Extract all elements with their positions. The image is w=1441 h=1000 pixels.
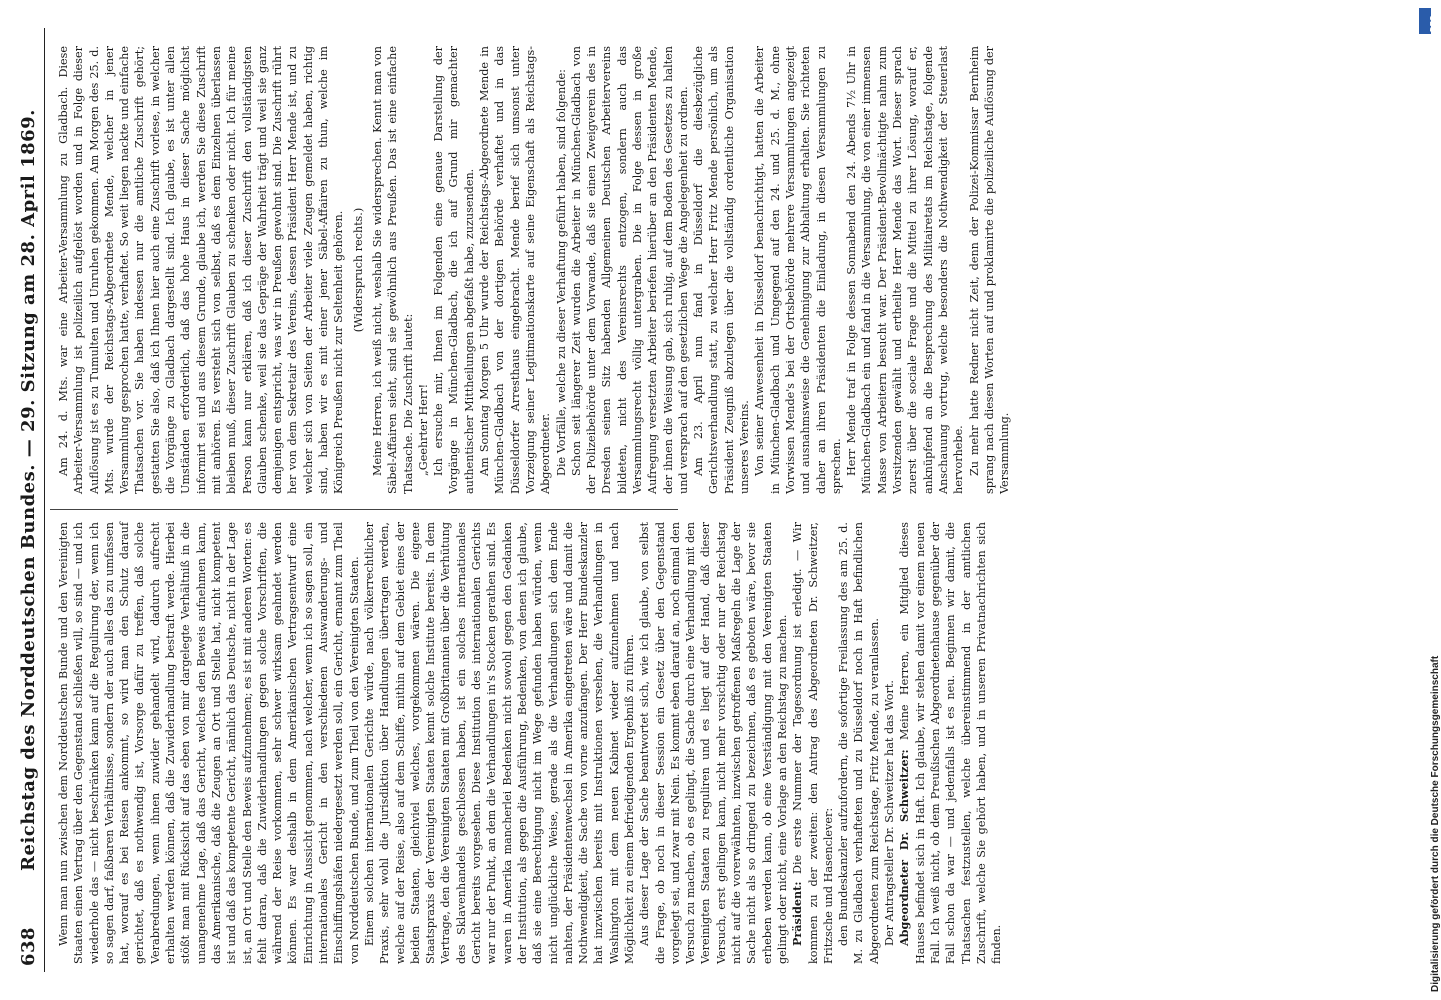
- speech-text: Meine Herren, ein Mitglied dieses Hauses befindet sich in Haft. Ich glaube, wir stehen damit vor einem neuen Fall. Ich weiß nicht, ob dem Preußischen Abgeordnetenhause gegenüber der Fall schon da war — und jedenfalls ist es neu. Beginnen wir damit, die Thatsachen festzustellen, welche übereinstimmend in der amtlichen Zuschrift, welche Sie gehört haben, und in unseren Privatnachrichten sich finden.: [898, 521, 1004, 964]
- digitization-credit-strip: [1418, 0, 1441, 1000]
- salutation: „Geehrter Herr!: [416, 383, 430, 476]
- paragraph: Herr Mende traf in Folge dessen Sonnabend den 24. Abends 7½ Uhr in München-Gladbach ein und fand in die Versammlung, die von einer immensen Masse von Arbeitern besucht war. Der Präsident-Bevollmächtigte nahm zum Vorsitzenden gewählt und ertheilte Herr Mende das Wort. Dieser sprach zuerst über die sociale Frage und die Mittel zu ihrer Lösung, worauf er, anknüpfend an die Besprechung des Militairetats im Reichstage, folgende Anschauung vortrug, welche besonders die Nothwendigkeit der Steuerlast hervorhebe.: [845, 46, 966, 494]
- paragraph: Ich ersuche mir, Ihnen im Folgenden eine genaue Darstellung der Vorgänge in München-Gladbach, die ich auf Grund mir gemachter authentischer Mittheilungen abgefaßt habe, zuzusenden.: [432, 46, 476, 494]
- paragraph: Am 24. d. Mts. war eine Arbeiter-Versammlung zu Gladbach. Diese Arbeiter-Versammlung ist polizeilich aufgelöst worden und in Folge dieser Auflösung ist es zu Tumulten und Unruhen gekommen. Am Morgen des 25. d. Mts. wurde der Reichstags-Abgeordnete Mende, welcher in jener Versammlung gesprochen hatte, verhaftet. So weit liegen nackte und einfache Thatsachen vor. Sie haben indessen nur die amtliche Zuschrift gehört; gestatten Sie also, daß ich Ihnen hier auch eine Zuschrift vorlese, in welcher die Vorgänge zu Gladbach dargestellt sind. Ich glaube, es ist unter allen Umständen erforderlich, daß das hohe Haus in dieser Sache möglichst informirt sei und aus diesem Grunde, glaube ich, werden Sie diese Zuschrift mit anhören. Es versteht sich von selbst, daß es dem Einzelnen überlassen bleiben muß, dieser Zuschrift Glauben zu schenken oder nicht. Ich für meine Person kann nur erklären, daß ich dieser Zuschrift den vollständigsten Glauben schenke, weil sie das Gepräge der Wahrheit trägt und weil sie ganz demjenigen entspricht, was wir in Preußen gewohnt sind. Die Zuschrift rührt her von dem Sekretair des Vereins, dessen Präsident Herr Mende ist, und zu welcher sich von Seiten der Arbeiter viele Zeugen gemeldet haben, richtig sind, haben wir es mit einer jener Säbel-Affairen zu thun, welche im Königreich Preußen nicht zur Seltenheit gehören.: [57, 46, 346, 494]
- speaker-label: Abgeordneter Dr. Schweitzer:: [897, 749, 912, 946]
- dfg-logo: DFG: [1419, 8, 1431, 34]
- paragraph: Schon seit längerer Zeit wurden die Arbeiter in München-Gladbach von der Polizeibehörde unter dem Vorwande, daß sie einen Zweigverein des in Dresden seinen Sitz habenden Allgemeinen Deutschen Arbeitervereins bildeten, nicht des Vereinsrechts entzogen, sondern auch das Versammlungsrecht völlig untergraben. Die in Folge dessen in große Aufregung versetzten Arbeiter beriefen hierüber an den Präsidenten Mende, der ihnen die Weisung gab, sich ruhig, auf dem Boden des Gesetzes zu halten und versprach auf den gesetzlichen Wege die Angelegenheit zu ordnen.: [569, 46, 690, 494]
- paragraph: Einem solchen internationalen Gerichte würde, nach völkerrechtlicher Praxis, sehr wohl die Jurisdiktion über Handlungen übertragen werden, welche auf der Reise, also auf dem Schiffe, mithin auf dem Gebiet eines der beiden Staaten, gleichviel welches, vorgekommen wären. Die eigene Staatspraxis der Vereinigten Staaten kennt solche Institute bereits. In dem Vertrage, den die Vereinigten Staaten mit Großbritannien über die Verhütung des Sklavenhandels geschlossen haben, ist ein solches internationales Gericht bereits vorgesehen. Diese Institution des internationalen Gerichts war nur der Punkt, an dem die Verhandlungen in's Stocken gerathen sind. Es waren in Amerika mancherlei Bedenken nicht sowohl gegen den Gedanken der Institution, als gegen die Ausführung, Bedenken, von denen ich glaube, daß sie eine Berechtigung nicht im Wege gefunden haben würden, wenn nicht unglückliche Weise, gerade als die Verhandlungen sich dem Ende nahten, der Präsidentenwechsel in Amerika eingetreten wäre und damit die Nothwendigkeit, die Sache von vorne anzufangen. Der Herr Bundeskanzler hat inzwischen bereits mit Instruktionen versehen, die Verhandlungen in Washington mit dem neuen Kabinet wieder aufzunehmen und nach Möglichkeit zu einem befriedigenden Ergebniß zu führen.: [362, 522, 636, 964]
- column-divider: [50, 509, 678, 510]
- paragraph: Meine Herren, ich weiß nicht, weshalb Sie widersprechen. Kennt man von Säbel-Affairen sieht, sind sie gewöhnlich aus Preußen. Das ist eine einfache Thatsache. Die Zuschrift lautet:: [370, 46, 415, 494]
- paragraph: Der Antragsteller Dr. Schweitzer hat das Wort.: [883, 680, 897, 946]
- paragraph: Wenn man nun zwischen dem Norddeutschen Bunde und den Vereinigten Staaten einen Vertrag über den Gegenstand schließen will, so sind — und ich wiederhole das — nicht beschränken kann auf die Regulirung der, wenn ich so sagen darf, faßbaren Verhältnisse, sondern der auch alles das zu umfassen hat, worauf es bei Reisen ankommt, so wird man den Schutz darauf gerichtet, daß es nothwendig ist, Vorsorge dafür zu treffen, daß solche Verabredungen, wenn ihnen zuwider gehandelt wird, dadurch aufrecht erhalten werden können, daß die Zuwiderhandlung bestraft werde. Hierbei stößt man mit Rücksicht auf das eben von mir dargelegte Verhältniß in die unangenehme Lage, daß das Gericht, welches den Beweis aufnehmen kann, das Amerikanische, daß die Zeugen an Ort und Stelle hat, nicht kompetent ist und daß das kompetente Gericht, nämlich das Deutsche, nicht in der Lage ist, an Ort und Stelle den Beweis aufzunehmen; es ist mit anderen Worten: es fehlt daran, daß die Zuwiderhandlungen gegen solche Vorschriften, die während der Reise vorkommen, sehr schwer wirksam geahndet werden können. Es war deshalb in dem Amerikanischen Vertragsentwurf eine Einrichtung in Aussicht genommen, nach welcher, wenn ich so sagen soll, ein internationales Gericht in den verschiedenen Auswanderungs- und Einschiffungshäfen niedergesetzt werden soll, ein Gericht, ernannt zum Theil von Norddeutschen Bunde, und zum Theil von den Vereinigten Staaten.: [57, 522, 361, 964]
- running-title: Reichstag des Norddeutschen Bundes. — 29. Sitzung am 28. April 1869.: [18, 109, 39, 871]
- header-rule: [44, 28, 45, 972]
- page-number: 638: [18, 926, 39, 966]
- right-text-column: [56, 46, 1012, 494]
- left-text-column: [56, 521, 1004, 964]
- paragraph: Die Vorfälle, welche zu dieser Verhaftung geführt haben, sind folgende:: [554, 69, 568, 476]
- paragraph: Von seiner Anwesenheit in Düsseldorf benachrichtigt, hatten die Arbeiter in München-Gladbach und Umgegend auf den 24. und 25. d. M., ohne Vorwissen Mende's bei der Ortsbehörde mehrere Versammlungen angezeigt und ausnahmsweise die Genehmigung zur Abhaltung erhalten. Sie richteten daher an ihren Präsidenten die Einladung, in diesen Versammlungen zu sprechen.: [753, 46, 843, 494]
- page-header: [14, 20, 44, 980]
- paragraph: Am Sonntag Morgen 5 Uhr wurde der Reichstags-Abgeordnete Mende in München-Gladbach von der dortigen Behörde verhaftet und in das Düsseldorfer Arresthaus eingebracht. Mende berief sich umsonst unter Vorzeigung seiner Legitimationskarte auf seine Eigenschaft als Reichstags-Abgeordneter.: [478, 46, 553, 494]
- paragraph: Aus dieser Lage der Sache beantwortet sich, wie ich glaube, von selbst die Frage, ob noch in dieser Session ein Gesetz über den Gegenstand vorgelegt sei, und zwar mit Nein. Es kommt eben darauf an, noch einmal den Versuch zu machen, ob es gelingt, die Sache durch eine Verhandlung mit den Vereinigten Staaten zu reguliren und es liegt auf der Hand, daß dieser Versuch, erst gelingen kann, nicht mehr vorsichtig oder nur der Reichstag nicht auf die vorerwähnten, inzwischen getroffenen Maßregeln die Lage der Sache nicht als so dringend zu bezeichnen, daß es geboten wäre, bevor sie erheben werden kann, ob eine Verständigung mit den Vereinigten Staaten gelingt oder nicht, eine Vorlage an den Reichstag zu machen.: [638, 522, 789, 964]
- president-label: Präsident:: [790, 881, 805, 946]
- interjection: (Widerspruch rechts.): [351, 207, 365, 333]
- paragraph: [897, 522, 1004, 964]
- rotated-page-content: [4, 20, 1406, 980]
- digitization-credit-text: Digitalisierung gefördert durch die Deutsche Forschungsgemeinschaft: [1430, 655, 1441, 992]
- paragraph: Am 23. April nun fand in Düsseldorf die diesbezügliche Gerichtsverhandlung statt, zu welcher Herr Fritz Mende persönlich, um als Präsident Zeugniß abzulegen über die vollständig ordentliche Organisation unseres Vereins.: [692, 46, 752, 494]
- paragraph: [790, 522, 836, 964]
- agenda-text: Die erste Nummer der Tagesordnung ist erledigt. — Wir kommen zu der zweiten: den Antrag des Abgeordneten Dr. Schweitzer, Fritzsche und Hasenclever:: [791, 522, 835, 964]
- motion-text: den Bundeskanzler aufzufordern, die sofortige Freilassung des am 25. d. M. zu Gladbach verhafteten und zu Düsseldorf noch in Haft befindlichen Abgeordneten zum Reichstage, Fritz Mende, zu veranlassen.: [837, 522, 881, 964]
- paragraph: Zu mehr hatte Redner nicht Zeit, denn der Polizei-Kommissar Bernheim sprang nach diesen Worten auf und proklamirte die polizeiliche Auflösung der Versammlung.: [967, 46, 1012, 494]
